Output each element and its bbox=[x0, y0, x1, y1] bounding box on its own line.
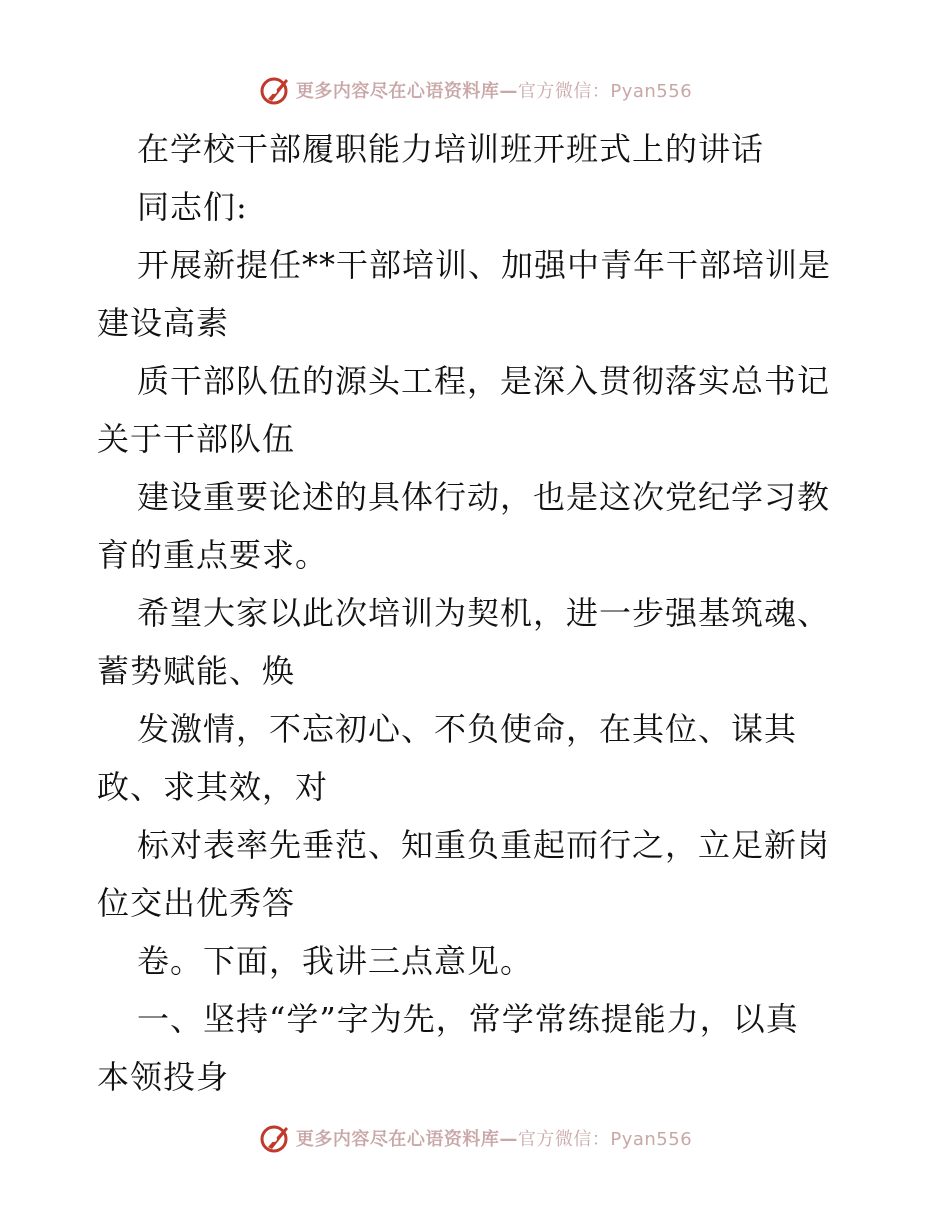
paragraph-line: 卷。下面，我讲三点意见。 bbox=[137, 942, 534, 980]
paragraph-line: 标对表率先垂范、知重负重起而行之，立足新岗 bbox=[137, 826, 831, 864]
paragraph-line: 建设重要论述的具体行动，也是这次党纪学习教 bbox=[137, 478, 831, 516]
section-heading-line: 一、坚持“学”字为先，常学常练提能力，以真 bbox=[137, 1000, 799, 1038]
watermark-text: 更多内容尽在心语资料库—官方微信：Pyan556 bbox=[295, 81, 693, 102]
document-body bbox=[97, 120, 857, 1106]
paragraph-line: 建设高素 bbox=[97, 304, 230, 342]
quill-logo-icon bbox=[258, 1121, 292, 1155]
paragraph-line: 本领投身 bbox=[97, 1058, 230, 1096]
paragraph-line: 开展新提任**干部培训、加强中青年干部培训是 bbox=[137, 246, 832, 284]
paragraph-line: 同志们: bbox=[137, 188, 248, 226]
paragraph-line: 育的重点要求。 bbox=[97, 536, 329, 574]
paragraph-line: 关于干部队伍 bbox=[97, 420, 296, 458]
paragraph-line: 位交出优秀答 bbox=[97, 884, 296, 922]
watermark-text: 更多内容尽在心语资料库—官方微信：Pyan556 bbox=[295, 1129, 693, 1150]
paragraph-line: 希望大家以此次培训为契机，进一步强基筑魂、 bbox=[137, 594, 831, 632]
paragraph-line: 发激情，不忘初心、不负使命，在其位、谋其 bbox=[137, 710, 798, 748]
paragraph-line: 政、求其效，对 bbox=[97, 768, 329, 806]
document-title: 在学校干部履职能力培训班开班式上的讲话 bbox=[137, 130, 765, 168]
paragraph-line: 蓄势赋能、焕 bbox=[97, 652, 296, 690]
watermark-banner-top bbox=[0, 70, 950, 110]
paragraph-line: 质干部队伍的源头工程，是深入贯彻落实总书记 bbox=[137, 362, 831, 400]
quill-logo-icon bbox=[258, 73, 292, 107]
watermark-banner-bottom bbox=[0, 1118, 950, 1158]
